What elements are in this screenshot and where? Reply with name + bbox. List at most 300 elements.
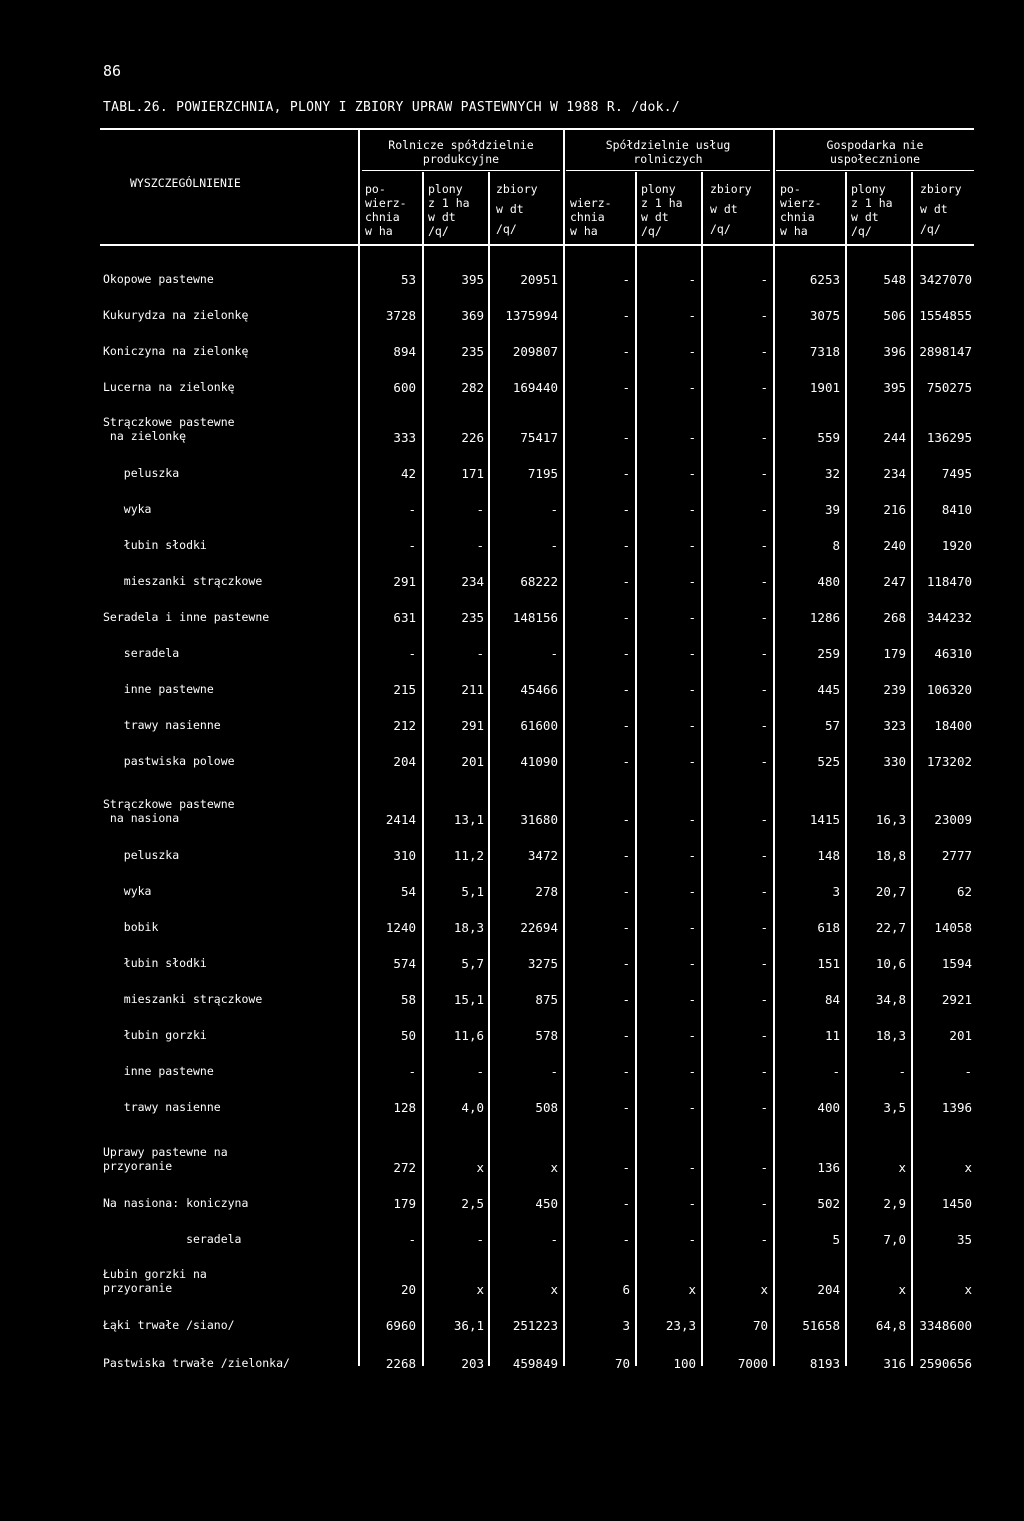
row-label: wyka <box>103 884 152 898</box>
col-header-yield: plony z 1 ha w dt /q/ <box>428 182 470 238</box>
table-cell: 272 <box>393 1160 416 1175</box>
table-cell: - <box>688 1064 696 1079</box>
table-cell: - <box>622 574 630 589</box>
column-rule <box>773 130 775 1366</box>
table-cell: 22,7 <box>875 920 906 935</box>
table-cell: - <box>760 466 768 481</box>
table-cell: 578 <box>535 1028 558 1043</box>
table-cell: 216 <box>883 502 906 517</box>
table-cell: - <box>408 1232 416 1247</box>
table-cell: 7000 <box>737 1356 768 1371</box>
group-header-3: Gospodarka nie uspołecznione <box>826 138 924 166</box>
table-cell: 41090 <box>520 754 558 769</box>
row-label: Koniczyna na zielonkę <box>103 344 249 358</box>
table-cell: - <box>688 884 696 899</box>
table-cell: 508 <box>535 1100 558 1115</box>
table-cell: - <box>760 812 768 827</box>
table-cell: - <box>760 308 768 323</box>
table-cell: 459849 <box>512 1356 558 1371</box>
table-cell: - <box>688 718 696 733</box>
row-label: peluszka <box>103 848 180 862</box>
row-label: peluszka <box>103 466 180 480</box>
table-cell: - <box>760 1160 768 1175</box>
table-cell: 212 <box>393 718 416 733</box>
table-cell: 8 <box>832 538 840 553</box>
table-cell: 75417 <box>520 430 558 445</box>
table-cell: 18,3 <box>453 920 484 935</box>
table-cell: 894 <box>393 344 416 359</box>
table-cell: 235 <box>461 610 484 625</box>
table-cell: 234 <box>461 574 484 589</box>
col-header-area: wierz- chnia w ha <box>570 196 612 238</box>
table-cell: 18,3 <box>875 1028 906 1043</box>
table-cell: 631 <box>393 610 416 625</box>
table-cell: 204 <box>393 754 416 769</box>
table-cell: 215 <box>393 682 416 697</box>
group-header-1: Rolnicze spółdzielnie produkcyjne <box>388 138 534 166</box>
table-cell: - <box>622 1160 630 1175</box>
table-cell: - <box>688 992 696 1007</box>
table-cell: 618 <box>817 920 840 935</box>
table-cell: - <box>760 538 768 553</box>
row-label: inne pastewne <box>103 1064 214 1078</box>
table-cell: - <box>622 848 630 863</box>
stub-header: WYSZCZEGÓLNIENIE <box>130 176 241 190</box>
table-cell: - <box>622 430 630 445</box>
column-rule <box>422 172 424 1366</box>
table-cell: 2921 <box>941 992 972 1007</box>
col-header-area: po- wierz- chnia w ha <box>365 182 407 238</box>
col-header-harvest: zbiory w dt /q/ <box>920 182 962 236</box>
column-rule <box>911 172 913 1366</box>
table-cell: - <box>688 848 696 863</box>
table-cell: - <box>688 466 696 481</box>
table-cell: - <box>622 1100 630 1115</box>
table-cell: 3 <box>622 1318 630 1333</box>
table-cell: x <box>964 1282 972 1297</box>
table-cell: - <box>622 956 630 971</box>
table-cell: - <box>688 920 696 935</box>
table-cell: 5,1 <box>461 884 484 899</box>
table-cell: x <box>760 1282 768 1297</box>
table-cell: 173202 <box>926 754 972 769</box>
table-cell: 278 <box>535 884 558 899</box>
table-cell: 169440 <box>512 380 558 395</box>
table-cell: - <box>622 344 630 359</box>
table-cell: - <box>832 1064 840 1079</box>
table-cell: 502 <box>817 1196 840 1211</box>
table-cell: 148 <box>817 848 840 863</box>
table-cell: 316 <box>883 1356 906 1371</box>
table-cell: - <box>760 610 768 625</box>
row-label: Lucerna na zielonkę <box>103 380 235 394</box>
table-cell: 46310 <box>934 646 972 661</box>
table-cell: 480 <box>817 574 840 589</box>
table-cell: - <box>688 1100 696 1115</box>
row-label: trawy nasienne <box>103 718 221 732</box>
table-cell: 211 <box>461 682 484 697</box>
table-cell: - <box>550 646 558 661</box>
table-cell: - <box>760 1028 768 1043</box>
table-cell: 50 <box>400 1028 416 1043</box>
table-cell: - <box>760 920 768 935</box>
table-cell: 51658 <box>802 1318 840 1333</box>
table-cell: - <box>622 272 630 287</box>
table-cell: - <box>550 538 558 553</box>
table-cell: x <box>476 1160 484 1175</box>
table-cell: 291 <box>461 718 484 733</box>
table-cell: 239 <box>883 682 906 697</box>
table-cell: 235 <box>461 344 484 359</box>
table-cell: - <box>688 1196 696 1211</box>
table-cell: 240 <box>883 538 906 553</box>
table-cell: - <box>622 884 630 899</box>
table-cell: 395 <box>461 272 484 287</box>
table-cell: 201 <box>949 1028 972 1043</box>
table-cell: 268 <box>883 610 906 625</box>
table-cell: - <box>760 272 768 287</box>
table-cell: 525 <box>817 754 840 769</box>
column-rule <box>701 172 703 1366</box>
table-cell: 8410 <box>941 502 972 517</box>
column-rule <box>358 130 360 1366</box>
table-cell: 574 <box>393 956 416 971</box>
table-cell: 209807 <box>512 344 558 359</box>
table-cell: 450 <box>535 1196 558 1211</box>
table-cell: 58 <box>400 992 416 1007</box>
table-cell: 395 <box>883 380 906 395</box>
table-cell: 70 <box>614 1356 630 1371</box>
table-cell: - <box>550 1232 558 1247</box>
table-cell: 14058 <box>934 920 972 935</box>
table-cell: - <box>408 646 416 661</box>
row-label: mieszanki strączkowe <box>103 574 263 588</box>
table-cell: 118470 <box>926 574 972 589</box>
table-cell: 7195 <box>527 466 558 481</box>
row-label: inne pastewne <box>103 682 214 696</box>
table-cell: - <box>688 380 696 395</box>
table-cell: 344232 <box>926 610 972 625</box>
row-label: łubin słodki <box>103 956 207 970</box>
row-label: pastwiska polowe <box>103 754 235 768</box>
table-cell: - <box>622 380 630 395</box>
table-cell: - <box>760 1232 768 1247</box>
table-cell: 2,9 <box>883 1196 906 1211</box>
table-cell: x <box>550 1160 558 1175</box>
table-cell: - <box>760 848 768 863</box>
row-label: Łąki trwałe /siano/ <box>103 1318 235 1332</box>
table-cell: 1375994 <box>505 308 558 323</box>
table-cell: 201 <box>461 754 484 769</box>
table-cell: - <box>688 272 696 287</box>
table-cell: 506 <box>883 308 906 323</box>
table-cell: 11,6 <box>453 1028 484 1043</box>
table-cell: 3728 <box>385 308 416 323</box>
table-cell: - <box>688 502 696 517</box>
col-header-area: po- wierz- chnia w ha <box>780 182 822 238</box>
table-cell: 5,7 <box>461 956 484 971</box>
table-cell: 875 <box>535 992 558 1007</box>
table-cell: 333 <box>393 430 416 445</box>
table-cell: 13,1 <box>453 812 484 827</box>
table-cell: 8193 <box>809 1356 840 1371</box>
table-cell: 1415 <box>809 812 840 827</box>
top-rule <box>100 128 974 130</box>
row-label: łubin słodki <box>103 538 207 552</box>
table-cell: - <box>476 538 484 553</box>
table-cell: - <box>688 1232 696 1247</box>
group-rule-1 <box>362 170 560 171</box>
table-cell: 54 <box>400 884 416 899</box>
column-rule <box>635 172 637 1366</box>
table-cell: - <box>760 574 768 589</box>
table-cell: - <box>622 646 630 661</box>
col-header-harvest: zbiory w dt /q/ <box>496 182 538 236</box>
table-cell: x <box>688 1282 696 1297</box>
row-label: seradela <box>103 1232 242 1246</box>
table-cell: 23009 <box>934 812 972 827</box>
table-cell: - <box>760 1196 768 1211</box>
row-label: Na nasiona: koniczyna <box>103 1196 249 1210</box>
table-cell: 3427070 <box>919 272 972 287</box>
table-cell: 1901 <box>809 380 840 395</box>
row-label: trawy nasienne <box>103 1100 221 1114</box>
table-cell: 68222 <box>520 574 558 589</box>
table-cell: 39 <box>824 502 840 517</box>
table-cell: 5 <box>832 1232 840 1247</box>
table-cell: 10,6 <box>875 956 906 971</box>
table-cell: - <box>688 646 696 661</box>
table-cell: x <box>550 1282 558 1297</box>
table-cell: - <box>760 502 768 517</box>
table-cell: - <box>688 538 696 553</box>
table-cell: - <box>688 574 696 589</box>
table-cell: - <box>550 1064 558 1079</box>
table-cell: - <box>760 430 768 445</box>
table-cell: 600 <box>393 380 416 395</box>
table-cell: 1286 <box>809 610 840 625</box>
table-cell: 42 <box>400 466 416 481</box>
table-cell: - <box>760 884 768 899</box>
table-cell: - <box>760 956 768 971</box>
table-cell: 61600 <box>520 718 558 733</box>
table-cell: 396 <box>883 344 906 359</box>
table-cell: 259 <box>817 646 840 661</box>
row-label: wyka <box>103 502 152 516</box>
table-cell: - <box>688 610 696 625</box>
table-cell: 1920 <box>941 538 972 553</box>
table-cell: 204 <box>817 1282 840 1297</box>
table-cell: 244 <box>883 430 906 445</box>
table-cell: - <box>688 1160 696 1175</box>
table-cell: 7495 <box>941 466 972 481</box>
table-cell: - <box>760 682 768 697</box>
table-cell: 1554855 <box>919 308 972 323</box>
table-cell: 6960 <box>385 1318 416 1333</box>
column-rule <box>488 172 490 1366</box>
table-cell: 445 <box>817 682 840 697</box>
table-cell: 64,8 <box>875 1318 906 1333</box>
table-cell: - <box>622 920 630 935</box>
table-cell: - <box>622 466 630 481</box>
table-cell: - <box>688 308 696 323</box>
table-cell: - <box>688 812 696 827</box>
table-cell: - <box>760 1100 768 1115</box>
table-cell: - <box>476 646 484 661</box>
table-cell: 20 <box>400 1282 416 1297</box>
table-cell: 3472 <box>527 848 558 863</box>
table-cell: - <box>408 1064 416 1079</box>
table-cell: 136 <box>817 1160 840 1175</box>
table-cell: - <box>622 992 630 1007</box>
table-cell: 234 <box>883 466 906 481</box>
table-cell: 11 <box>824 1028 840 1043</box>
table-cell: 226 <box>461 430 484 445</box>
table-cell: 323 <box>883 718 906 733</box>
table-cell: 3275 <box>527 956 558 971</box>
table-cell: 310 <box>393 848 416 863</box>
table-cell: - <box>622 754 630 769</box>
table-cell: 20,7 <box>875 884 906 899</box>
table-cell: 247 <box>883 574 906 589</box>
table-cell: 330 <box>883 754 906 769</box>
table-cell: 36,1 <box>453 1318 484 1333</box>
table-cell: 203 <box>461 1356 484 1371</box>
table-cell: - <box>476 1232 484 1247</box>
table-cell: x <box>476 1282 484 1297</box>
table-cell: 6253 <box>809 272 840 287</box>
table-cell: - <box>760 344 768 359</box>
table-cell: 282 <box>461 380 484 395</box>
header-bottom-rule <box>100 244 974 246</box>
table-cell: 18400 <box>934 718 972 733</box>
table-cell: 151 <box>817 956 840 971</box>
table-cell: 400 <box>817 1100 840 1115</box>
table-cell: 7318 <box>809 344 840 359</box>
row-label: Strączkowe pastewne na zielonkę <box>103 415 235 443</box>
table-cell: 2898147 <box>919 344 972 359</box>
table-cell: 1594 <box>941 956 972 971</box>
table-cell: - <box>760 992 768 1007</box>
table-cell: 171 <box>461 466 484 481</box>
table-cell: 34,8 <box>875 992 906 1007</box>
table-cell: 148156 <box>512 610 558 625</box>
table-cell: 3,5 <box>883 1100 906 1115</box>
group-rule-2 <box>566 170 770 171</box>
table-cell: 548 <box>883 272 906 287</box>
table-cell: 3348600 <box>919 1318 972 1333</box>
row-label: seradela <box>103 646 180 660</box>
table-cell: - <box>688 1028 696 1043</box>
table-cell: 136295 <box>926 430 972 445</box>
row-label: Łubin gorzki na przyoranie <box>103 1267 207 1295</box>
table-cell: - <box>408 502 416 517</box>
row-label: łubin gorzki <box>103 1028 207 1042</box>
table-cell: - <box>688 430 696 445</box>
table-cell: - <box>622 502 630 517</box>
table-cell: 62 <box>956 884 972 899</box>
table-cell: - <box>760 380 768 395</box>
table-cell: - <box>622 1196 630 1211</box>
row-label: mieszanki strączkowe <box>103 992 263 1006</box>
table-cell: - <box>622 610 630 625</box>
table-cell: 11,2 <box>453 848 484 863</box>
table-cell: 1240 <box>385 920 416 935</box>
row-label: Kukurydza na zielonkę <box>103 308 249 322</box>
table-cell: 1450 <box>941 1196 972 1211</box>
table-cell: - <box>688 344 696 359</box>
table-cell: - <box>688 956 696 971</box>
table-cell: 179 <box>393 1196 416 1211</box>
table-cell: 23,3 <box>665 1318 696 1333</box>
table-cell: 100 <box>673 1356 696 1371</box>
col-header-yield: plony z 1 ha w dt /q/ <box>641 182 683 238</box>
table-title: TABL.26. POWIERZCHNIA, PLONY I ZBIORY UPRAW PASTEWNYCH W 1988 R. /dok./ <box>103 100 680 115</box>
table-cell: - <box>476 502 484 517</box>
table-cell: 4,0 <box>461 1100 484 1115</box>
table-cell: 559 <box>817 430 840 445</box>
table-cell: - <box>760 718 768 733</box>
table-cell: 2,5 <box>461 1196 484 1211</box>
table-cell: - <box>688 754 696 769</box>
col-header-harvest: zbiory w dt /q/ <box>710 182 752 236</box>
table-cell: - <box>760 1064 768 1079</box>
column-rule <box>563 130 565 1366</box>
table-cell: 2268 <box>385 1356 416 1371</box>
table-cell: 369 <box>461 308 484 323</box>
table-cell: 106320 <box>926 682 972 697</box>
table-cell: - <box>622 1028 630 1043</box>
table-cell: 84 <box>824 992 840 1007</box>
row-label: Uprawy pastewne na przyoranie <box>103 1145 228 1173</box>
table-cell: 15,1 <box>453 992 484 1007</box>
table-cell: 7,0 <box>883 1232 906 1247</box>
table-cell: 291 <box>393 574 416 589</box>
table-cell: 2777 <box>941 848 972 863</box>
table-cell: 128 <box>393 1100 416 1115</box>
row-label: bobik <box>103 920 159 934</box>
table-cell: 57 <box>824 718 840 733</box>
table-cell: - <box>622 718 630 733</box>
column-rule <box>845 172 847 1366</box>
table-cell: 16,3 <box>875 812 906 827</box>
table-cell: 1396 <box>941 1100 972 1115</box>
table-cell: - <box>760 754 768 769</box>
table-cell: 35 <box>956 1232 972 1247</box>
table-cell: 53 <box>400 272 416 287</box>
page-number: 86 <box>103 62 122 80</box>
table-cell: - <box>622 538 630 553</box>
table-cell: - <box>408 538 416 553</box>
table-cell: - <box>622 1232 630 1247</box>
group-rule-3 <box>776 170 974 171</box>
table-cell: 32 <box>824 466 840 481</box>
table-cell: 18,8 <box>875 848 906 863</box>
table-cell: 179 <box>883 646 906 661</box>
group-header-2: Spółdzielnie usług rolniczych <box>605 138 731 166</box>
table-cell: 3 <box>832 884 840 899</box>
row-label: Strączkowe pastewne na nasiona <box>103 797 235 825</box>
row-label: Seradela i inne pastewne <box>103 610 270 624</box>
table-cell: 251223 <box>512 1318 558 1333</box>
table-cell: - <box>688 682 696 697</box>
table-cell: 6 <box>622 1282 630 1297</box>
table-cell: x <box>898 1282 906 1297</box>
table-cell: 70 <box>752 1318 768 1333</box>
table-cell: 20951 <box>520 272 558 287</box>
table-cell: - <box>550 502 558 517</box>
table-cell: - <box>760 646 768 661</box>
